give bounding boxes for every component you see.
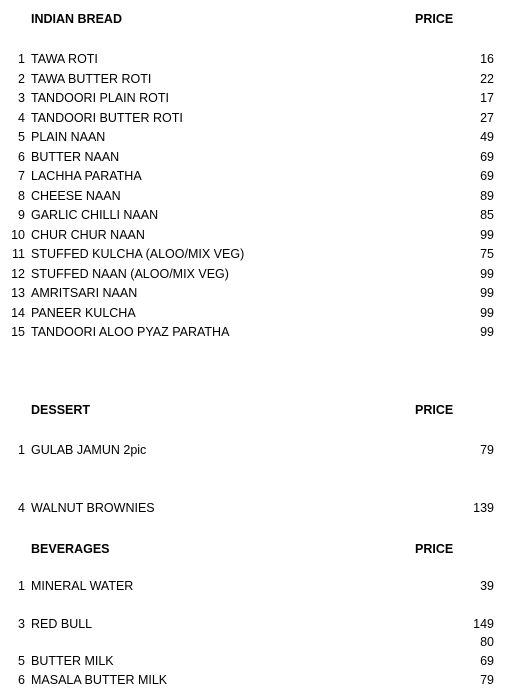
item-name: TAWA BUTTER ROTI bbox=[31, 72, 152, 86]
section-header-beverages bbox=[0, 542, 509, 560]
item-number: 1 bbox=[18, 579, 25, 593]
item-number: 3 bbox=[18, 617, 25, 631]
item-number: 6 bbox=[18, 673, 25, 687]
menu-item bbox=[0, 635, 509, 651]
menu-item bbox=[0, 617, 509, 633]
menu-item bbox=[0, 228, 509, 244]
item-name: BUTTER MILK bbox=[31, 654, 114, 668]
menu-item bbox=[0, 286, 509, 302]
menu-item bbox=[0, 247, 509, 263]
item-number: 11 bbox=[12, 247, 25, 261]
menu-item bbox=[0, 130, 509, 146]
menu-item bbox=[0, 579, 509, 595]
item-name: LACHHA PARATHA bbox=[31, 169, 142, 183]
item-price: 139 bbox=[473, 501, 494, 515]
item-name: RED BULL bbox=[31, 617, 93, 631]
item-price: 99 bbox=[480, 286, 494, 300]
item-price: 79 bbox=[480, 443, 494, 457]
item-price: 22 bbox=[480, 72, 494, 86]
item-name: TANDOORI BUTTER ROTI bbox=[31, 111, 183, 125]
item-name: TAWA ROTI bbox=[31, 52, 98, 66]
item-number: 15 bbox=[11, 325, 25, 339]
item-price: 69 bbox=[480, 169, 494, 183]
item-number: 2 bbox=[18, 72, 25, 86]
item-number: 4 bbox=[18, 111, 25, 125]
menu-item bbox=[0, 654, 509, 670]
item-price: 69 bbox=[480, 654, 494, 668]
menu-item bbox=[0, 91, 509, 107]
item-price: 85 bbox=[480, 208, 494, 222]
item-price: 27 bbox=[480, 111, 494, 125]
item-name: MASALA BUTTER MILK bbox=[31, 673, 168, 687]
item-name: GARLIC CHILLI NAAN bbox=[31, 208, 159, 222]
item-name: TANDOORI PLAIN ROTI bbox=[31, 91, 169, 105]
item-name: TANDOORI ALOO PYAZ PARATHA bbox=[31, 325, 230, 339]
item-number: 6 bbox=[18, 150, 25, 164]
item-number: 8 bbox=[18, 189, 25, 203]
item-number: 1 bbox=[18, 52, 25, 66]
section-title: DESSERT bbox=[31, 403, 91, 417]
item-name: STUFFED KULCHA (ALOO/MIX VEG) bbox=[31, 247, 245, 261]
item-price: 69 bbox=[480, 150, 494, 164]
item-price: 16 bbox=[480, 52, 494, 66]
item-price: 99 bbox=[480, 228, 494, 242]
section-title: BEVERAGES bbox=[31, 542, 110, 556]
item-price: 80 bbox=[480, 635, 494, 649]
item-number: 4 bbox=[18, 501, 25, 515]
menu-item bbox=[0, 306, 509, 322]
item-price: 49 bbox=[480, 130, 494, 144]
item-name: PLAIN NAAN bbox=[31, 130, 106, 144]
section-header-indian-bread bbox=[0, 12, 509, 30]
item-price: 89 bbox=[480, 189, 494, 203]
item-number: 3 bbox=[18, 91, 25, 105]
item-name: STUFFED NAAN (ALOO/MIX VEG) bbox=[31, 267, 229, 281]
price-column-header: PRICE bbox=[415, 542, 454, 556]
item-name: BUTTER NAAN bbox=[31, 150, 120, 164]
item-number: 14 bbox=[11, 306, 25, 320]
item-price: 39 bbox=[480, 579, 494, 593]
menu-item bbox=[0, 52, 509, 68]
item-price: 99 bbox=[480, 325, 494, 339]
item-number: 10 bbox=[11, 228, 25, 242]
item-price: 149 bbox=[473, 617, 494, 631]
menu-item bbox=[0, 150, 509, 166]
item-number: 13 bbox=[11, 286, 25, 300]
item-name: MINERAL WATER bbox=[31, 579, 134, 593]
item-price: 17 bbox=[480, 91, 494, 105]
item-number: 5 bbox=[18, 654, 25, 668]
item-number: 1 bbox=[18, 443, 25, 457]
menu-item bbox=[0, 208, 509, 224]
menu-item bbox=[0, 189, 509, 205]
item-number: 12 bbox=[11, 267, 25, 281]
item-name: GULAB JAMUN 2pic bbox=[31, 443, 147, 457]
menu-item bbox=[0, 325, 509, 341]
section-title: INDIAN BREAD bbox=[31, 12, 122, 26]
menu-item bbox=[0, 267, 509, 283]
item-price: 79 bbox=[480, 673, 494, 687]
section-header-dessert bbox=[0, 403, 509, 421]
item-name: AMRITSARI NAAN bbox=[31, 286, 138, 300]
item-name: PANEER KULCHA bbox=[31, 306, 136, 320]
item-number: 7 bbox=[18, 169, 25, 183]
menu-item bbox=[0, 111, 509, 127]
menu-item bbox=[0, 501, 509, 517]
item-name: CHUR CHUR NAAN bbox=[31, 228, 145, 242]
price-column-header: PRICE bbox=[415, 403, 454, 417]
menu-item bbox=[0, 443, 509, 459]
menu-item bbox=[0, 673, 509, 689]
item-number: 9 bbox=[18, 208, 25, 222]
price-column-header: PRICE bbox=[415, 12, 454, 26]
item-name: WALNUT BROWNIES bbox=[31, 501, 155, 515]
item-price: 99 bbox=[480, 267, 494, 281]
item-name: CHEESE NAAN bbox=[31, 189, 121, 203]
menu-item bbox=[0, 72, 509, 88]
item-number: 5 bbox=[18, 130, 25, 144]
item-price: 75 bbox=[480, 247, 494, 261]
menu-item bbox=[0, 169, 509, 185]
item-price: 99 bbox=[480, 306, 494, 320]
